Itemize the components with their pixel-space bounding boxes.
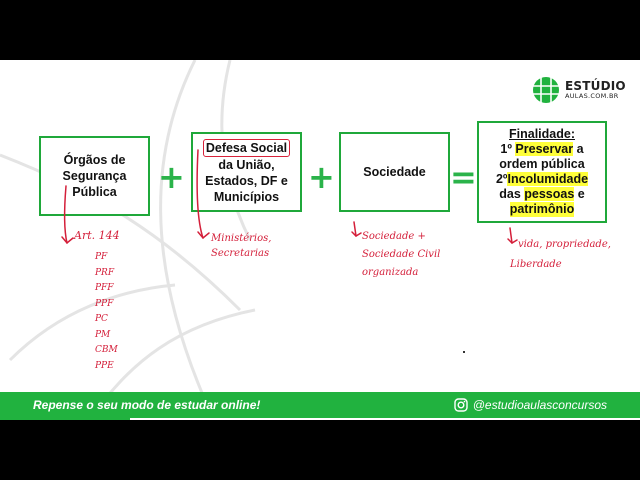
- finalidade-line-4: 2ºIncolumidade: [495, 172, 589, 186]
- finalidade-title: Finalidade:: [509, 127, 575, 141]
- agency-pm: PM: [95, 329, 111, 340]
- note-sociedade: [362, 228, 440, 282]
- note-sociedade-2: Sociedade Civil: [362, 249, 441, 260]
- note-vida-propriedade: vida, propriedade,: [518, 239, 611, 250]
- highlight-patrimonio: patrimônio: [509, 202, 575, 216]
- note-finalidade: [510, 235, 611, 275]
- note-sociedade-1: Sociedade +: [362, 231, 426, 242]
- highlight-preservar: Preservar: [515, 142, 574, 156]
- defesa-line-3: Estados, DF e: [205, 174, 288, 188]
- agency-pc: PC: [95, 314, 108, 324]
- orgaos-line-2: Segurança: [62, 169, 127, 183]
- slide: [0, 60, 640, 420]
- finalidade-line-5: das pessoas e: [499, 187, 585, 201]
- agency-cbm: CBM: [95, 345, 118, 355]
- box-defesa-social: [191, 132, 302, 212]
- box-finalidade: [477, 121, 607, 223]
- instagram-icon: [454, 398, 468, 412]
- plus-operator-2: +: [308, 158, 335, 196]
- logo: [530, 76, 626, 104]
- note-liberdade: Liberdade: [510, 259, 562, 270]
- footer-accent-line: [0, 418, 130, 420]
- footer-instagram[interactable]: [454, 398, 607, 412]
- note-secretarias: Secretarias: [211, 248, 270, 259]
- box-sociedade: [339, 132, 450, 212]
- highlight-incolumidade: Incolumidade: [507, 172, 589, 186]
- note-list-agencies: [95, 250, 118, 374]
- agency-ppf: PPF: [95, 298, 114, 309]
- sociedade-label: Sociedade: [363, 165, 426, 179]
- note-sociedade-3: organizada: [362, 267, 419, 278]
- logo-domain: AULAS.COM.BR: [565, 92, 619, 101]
- finalidade-line-3: ordem pública: [499, 157, 585, 171]
- cursor-dot: [463, 351, 465, 353]
- note-ministerios: Ministérios,: [211, 233, 272, 244]
- finalidade-line-2: 1º Preservar a: [500, 142, 584, 156]
- globe-icon: [530, 76, 562, 104]
- note-defesa: [211, 231, 271, 261]
- logo-name: ESTÚDIO: [565, 79, 626, 94]
- highlight-pessoas: pessoas: [524, 187, 575, 201]
- box-orgaos-seguranca: [39, 136, 150, 216]
- agency-pff: PFF: [95, 283, 114, 293]
- plus-operator-1: +: [158, 158, 185, 196]
- defesa-line-4: Municípios: [213, 190, 280, 204]
- instagram-handle[interactable]: @estudioaulasconcursos: [472, 398, 607, 412]
- agency-prf: PRF: [95, 267, 115, 278]
- defesa-line-2: da União,: [218, 158, 275, 172]
- agency-pf: PF: [95, 252, 108, 262]
- footer-slogan: Repense o seu modo de estudar online!: [33, 398, 261, 412]
- defesa-line-1: Defesa Social: [203, 139, 290, 157]
- note-art-144: Art. 144: [74, 229, 120, 242]
- equals-operator: =: [450, 158, 477, 196]
- orgaos-line-1: Órgãos de: [63, 153, 126, 167]
- orgaos-line-3: Pública: [72, 185, 117, 199]
- agency-ppe: PPE: [95, 360, 114, 371]
- footer-bar: [0, 392, 640, 418]
